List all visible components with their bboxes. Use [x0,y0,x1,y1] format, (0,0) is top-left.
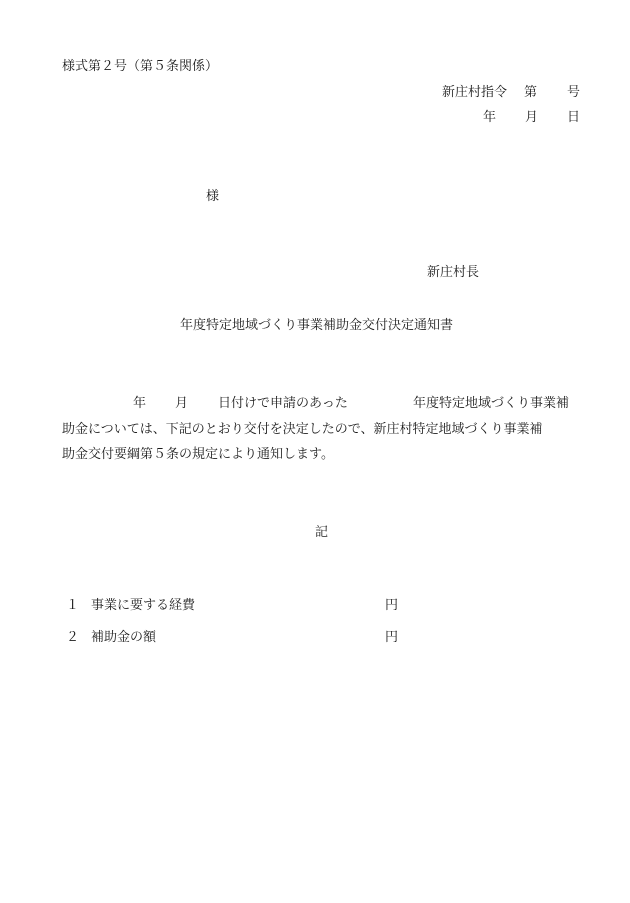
ref-dai: 第 [524,85,538,100]
item-label: 事業に要する経費 [91,598,196,613]
body-line-2: 助金については、下記のとおり交付を決定したので、新庄村特定地域づくり事業補 [62,422,543,437]
body-date-phrase: 日付けで申請のあった [218,396,348,411]
body-fiscal-tail: 年度特定地域づくり事業補 [413,396,570,411]
ki-heading: 記 [315,525,329,540]
item-number: ２ [66,630,80,645]
body-year: 年 [133,396,147,411]
item-unit: 円 [385,630,399,645]
recipient-suffix: 様 [206,189,220,204]
ref-go: 号 [567,85,581,100]
issuer-ref: 新庄村指令 [442,85,508,100]
date-year: 年 [483,110,497,125]
body-month: 月 [175,396,189,411]
body-line-3: 助金交付要綱第５条の規定により通知します。 [62,447,334,462]
document-title: 年度特定地域づくり事業補助金交付決定通知書 [180,318,454,333]
item-number: １ [66,598,80,613]
sender: 新庄村長 [427,265,480,280]
item-label: 補助金の額 [91,630,157,645]
date-month: 月 [525,110,539,125]
form-number: 様式第２号（第５条関係） [62,59,219,74]
item-unit: 円 [385,598,399,613]
body-line-1 [62,397,582,413]
date-day: 日 [567,110,581,125]
